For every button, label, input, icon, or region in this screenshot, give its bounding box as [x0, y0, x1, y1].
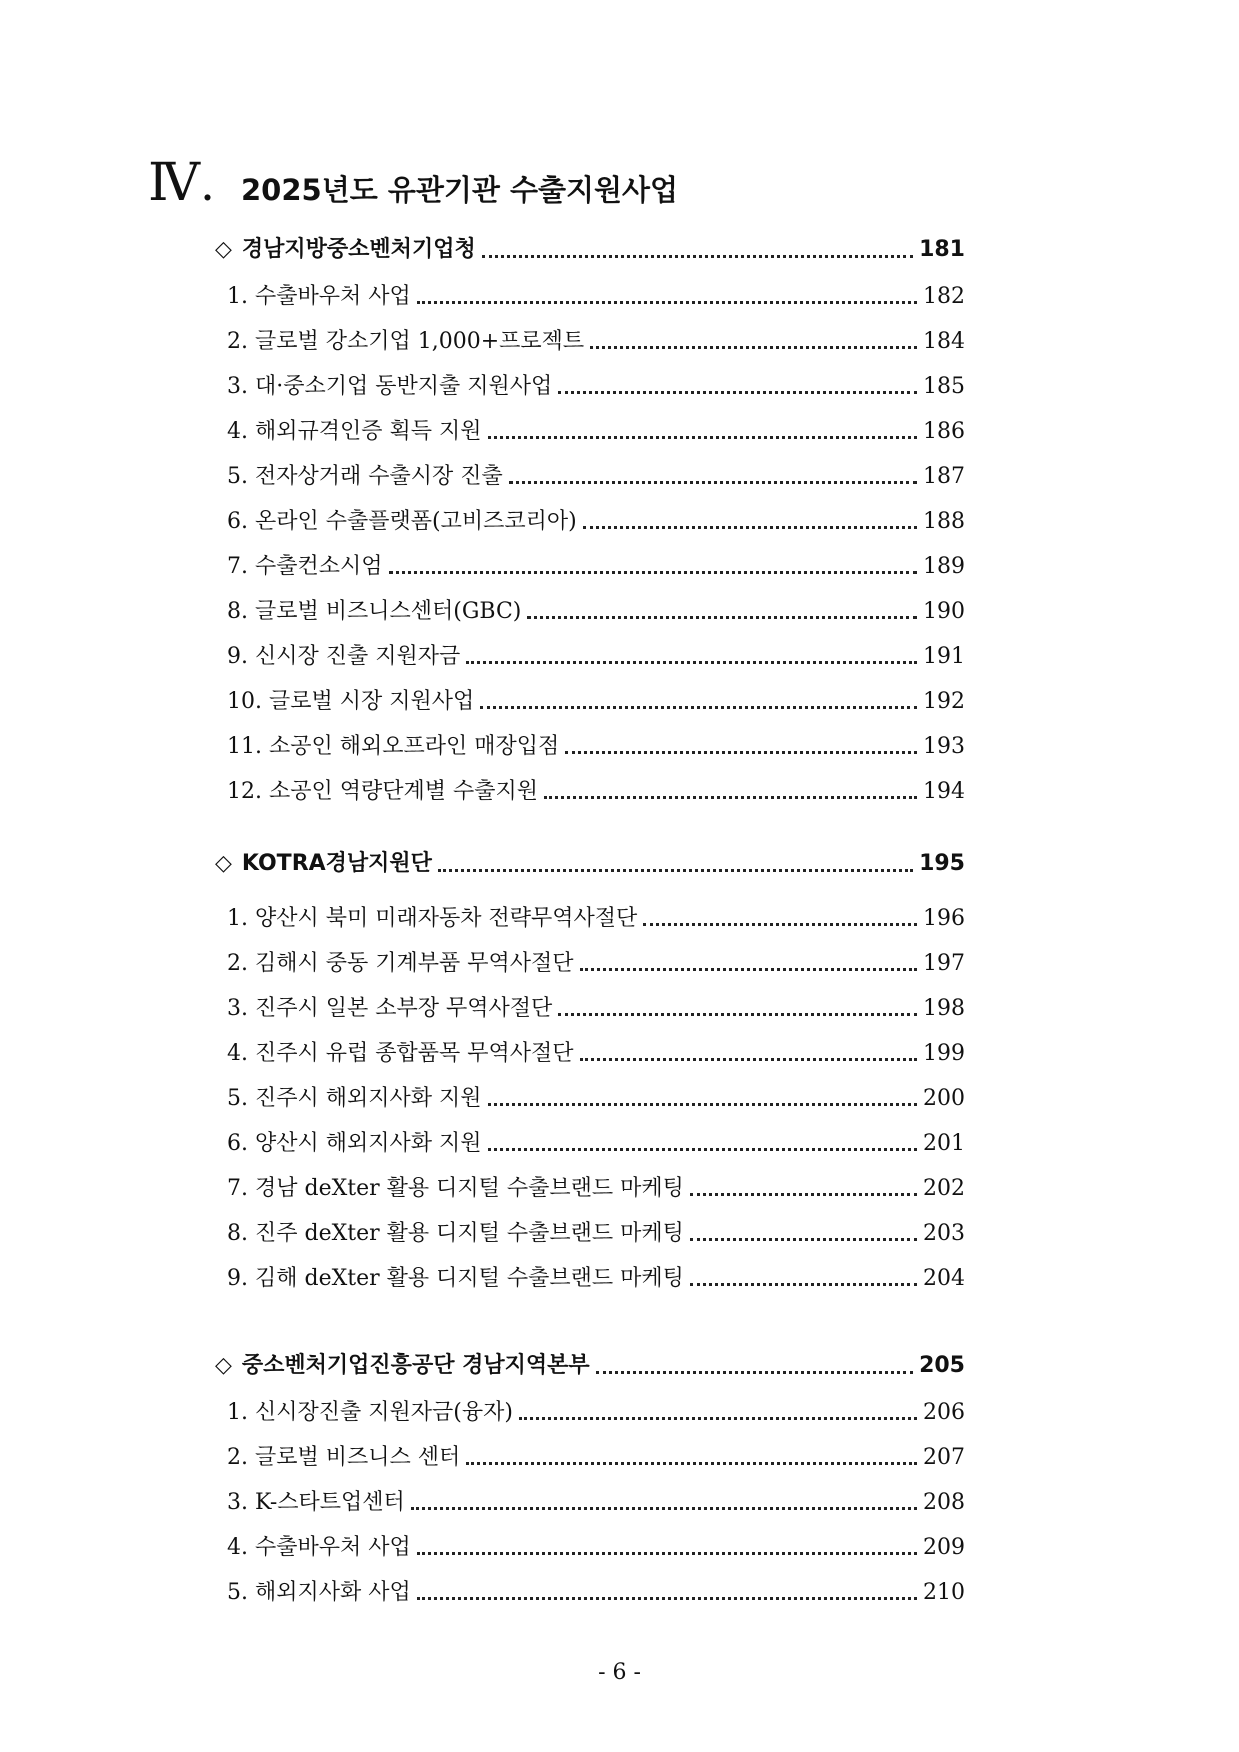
- leader-dots: [690, 1283, 917, 1286]
- page-number: 192: [923, 689, 965, 714]
- toc-section-heading[interactable]: [215, 840, 965, 888]
- toc-section-heading[interactable]: [215, 226, 965, 274]
- toc-section-kotra: [215, 840, 965, 1301]
- section-title: 중소벤처기업진흥공단 경남지역본부: [241, 1353, 590, 1378]
- leader-dots: [558, 1013, 917, 1016]
- toc-entry[interactable]: [215, 896, 965, 941]
- toc-entry[interactable]: [215, 1256, 965, 1301]
- page-number: 205: [919, 1353, 965, 1378]
- page-number: 197: [923, 951, 965, 976]
- leader-dots: [580, 968, 918, 971]
- toc-entry[interactable]: [215, 1480, 965, 1525]
- leader-dots: [527, 616, 917, 619]
- entry-label: 9. 김해 deXter 활용 디지털 수출브랜드 마케팅: [227, 1266, 684, 1291]
- toc-entry[interactable]: [215, 679, 965, 724]
- toc-entry[interactable]: [215, 274, 965, 319]
- leader-dots: [488, 1148, 918, 1151]
- page-number: 208: [923, 1490, 965, 1515]
- leader-dots: [411, 1507, 917, 1510]
- toc-entry[interactable]: [215, 1166, 965, 1211]
- toc-entry[interactable]: [215, 986, 965, 1031]
- page-number: 199: [923, 1041, 965, 1066]
- page-number: 204: [923, 1266, 965, 1291]
- page-number: 209: [923, 1535, 965, 1560]
- entry-label: 1. 수출바우처 사업: [227, 284, 411, 309]
- page-number: 191: [923, 644, 965, 669]
- entry-label: 1. 양산시 북미 미래자동차 전략무역사절단: [227, 906, 638, 931]
- leader-dots: [544, 796, 917, 799]
- leader-dots: [519, 1417, 917, 1420]
- page-number: 187: [923, 464, 965, 489]
- entry-label: 9. 신시장 진출 지원자금: [227, 644, 461, 669]
- leader-dots: [466, 661, 917, 664]
- entry-label: 2. 김해시 중동 기계부품 무역사절단: [227, 951, 574, 976]
- toc-entry[interactable]: [215, 1121, 965, 1166]
- toc-entry[interactable]: [215, 1390, 965, 1435]
- diamond-icon: ◇: [215, 1353, 232, 1378]
- leader-dots: [590, 346, 917, 349]
- entry-label: 6. 온라인 수출플랫폼(고비즈코리아): [227, 509, 577, 534]
- page-number: 182: [923, 284, 965, 309]
- toc-entry[interactable]: [215, 634, 965, 679]
- page-number: 188: [923, 509, 965, 534]
- page-number: 203: [923, 1221, 965, 1246]
- page-number: 185: [923, 374, 965, 399]
- leader-dots: [466, 1462, 917, 1465]
- leader-dots: [509, 481, 917, 484]
- page-number: 200: [923, 1086, 965, 1111]
- toc-entry[interactable]: [215, 724, 965, 769]
- leader-dots: [389, 571, 918, 574]
- page-number: 198: [923, 996, 965, 1021]
- entry-label: 6. 양산시 해외지사화 지원: [227, 1131, 482, 1156]
- entry-label: 1. 신시장진출 지원자금(융자): [227, 1400, 513, 1425]
- toc-entry[interactable]: [215, 1570, 965, 1615]
- entry-label: 7. 수출컨소시엄: [227, 554, 383, 579]
- leader-dots: [438, 869, 913, 872]
- leader-dots: [558, 391, 917, 394]
- entry-label: 5. 전자상거래 수출시장 진출: [227, 464, 503, 489]
- page-number: 196: [923, 906, 965, 931]
- toc-entry[interactable]: [215, 1525, 965, 1570]
- page-number: 206: [923, 1400, 965, 1425]
- chapter-heading: [148, 155, 679, 212]
- entry-label: 12. 소공인 역량단계별 수출지원: [227, 779, 538, 804]
- leader-dots: [643, 923, 917, 926]
- toc-entry[interactable]: [215, 1435, 965, 1480]
- diamond-icon: ◇: [215, 237, 232, 262]
- toc-section-sbc: [215, 1342, 965, 1615]
- leader-dots: [690, 1238, 917, 1241]
- entry-label: 5. 진주시 해외지사화 지원: [227, 1086, 482, 1111]
- toc-entry[interactable]: [215, 544, 965, 589]
- leader-dots: [488, 436, 918, 439]
- toc-entry[interactable]: [215, 769, 965, 814]
- page-number: 193: [923, 734, 965, 759]
- entry-label: 4. 해외규격인증 획득 지원: [227, 419, 482, 444]
- entry-label: 8. 진주 deXter 활용 디지털 수출브랜드 마케팅: [227, 1221, 684, 1246]
- leader-dots: [482, 255, 913, 258]
- page-number: 189: [923, 554, 965, 579]
- diamond-icon: ◇: [215, 851, 232, 876]
- leader-dots: [417, 1552, 917, 1555]
- entry-label: 7. 경남 deXter 활용 디지털 수출브랜드 마케팅: [227, 1176, 684, 1201]
- page-number: 202: [923, 1176, 965, 1201]
- toc-entry[interactable]: [215, 499, 965, 544]
- leader-dots: [596, 1371, 913, 1374]
- page-number: 194: [923, 779, 965, 804]
- section-title: KOTRA경남지원단: [241, 851, 432, 876]
- toc-entry[interactable]: [215, 941, 965, 986]
- toc-entry[interactable]: [215, 319, 965, 364]
- leader-dots: [417, 1597, 917, 1600]
- section-title: 경남지방중소벤처기업청: [241, 237, 476, 262]
- toc-entry[interactable]: [215, 409, 965, 454]
- page-number: 184: [923, 329, 965, 354]
- leader-dots: [580, 1058, 918, 1061]
- toc-entry[interactable]: [215, 1031, 965, 1076]
- page-footer-number: - 6 -: [598, 1660, 641, 1685]
- leader-dots: [417, 301, 917, 304]
- leader-dots: [488, 1103, 918, 1106]
- chapter-title: 2025년도 유관기관 수출지원사업: [241, 173, 679, 207]
- toc-section-heading[interactable]: [215, 1342, 965, 1390]
- entry-label: 2. 글로벌 강소기업 1,000+프로젝트: [227, 329, 585, 354]
- page-number: 181: [919, 237, 965, 262]
- entry-label: 10. 글로벌 시장 지원사업: [227, 689, 475, 714]
- page-number: 186: [923, 419, 965, 444]
- page-number: 201: [923, 1131, 965, 1156]
- entry-label: 3. K-스타트업센터: [227, 1490, 405, 1515]
- toc-entry[interactable]: [215, 454, 965, 499]
- entry-label: 8. 글로벌 비즈니스센터(GBC): [227, 599, 522, 624]
- toc-entry[interactable]: [215, 589, 965, 634]
- page-number: 190: [923, 599, 965, 624]
- entry-label: 4. 진주시 유럽 종합품목 무역사절단: [227, 1041, 574, 1066]
- leader-dots: [583, 526, 917, 529]
- entry-label: 2. 글로벌 비즈니스 센터: [227, 1445, 461, 1470]
- entry-label: 5. 해외지사화 사업: [227, 1580, 411, 1605]
- page-number: 207: [923, 1445, 965, 1470]
- entry-label: 3. 대·중소기업 동반지출 지원사업: [227, 374, 553, 399]
- page-number: 195: [919, 851, 965, 876]
- toc-section-smba: [215, 226, 965, 814]
- entry-label: 3. 진주시 일본 소부장 무역사절단: [227, 996, 553, 1021]
- entry-label: 11. 소공인 해외오프라인 매장입점: [227, 734, 560, 759]
- toc-entry[interactable]: [215, 1076, 965, 1121]
- leader-dots: [480, 706, 917, 709]
- toc-entry[interactable]: [215, 364, 965, 409]
- leader-dots: [690, 1193, 917, 1196]
- toc-entry[interactable]: [215, 1211, 965, 1256]
- leader-dots: [565, 751, 917, 754]
- entry-label: 4. 수출바우처 사업: [227, 1535, 411, 1560]
- chapter-numeral: Ⅳ.: [148, 155, 215, 212]
- page-number: 210: [923, 1580, 965, 1605]
